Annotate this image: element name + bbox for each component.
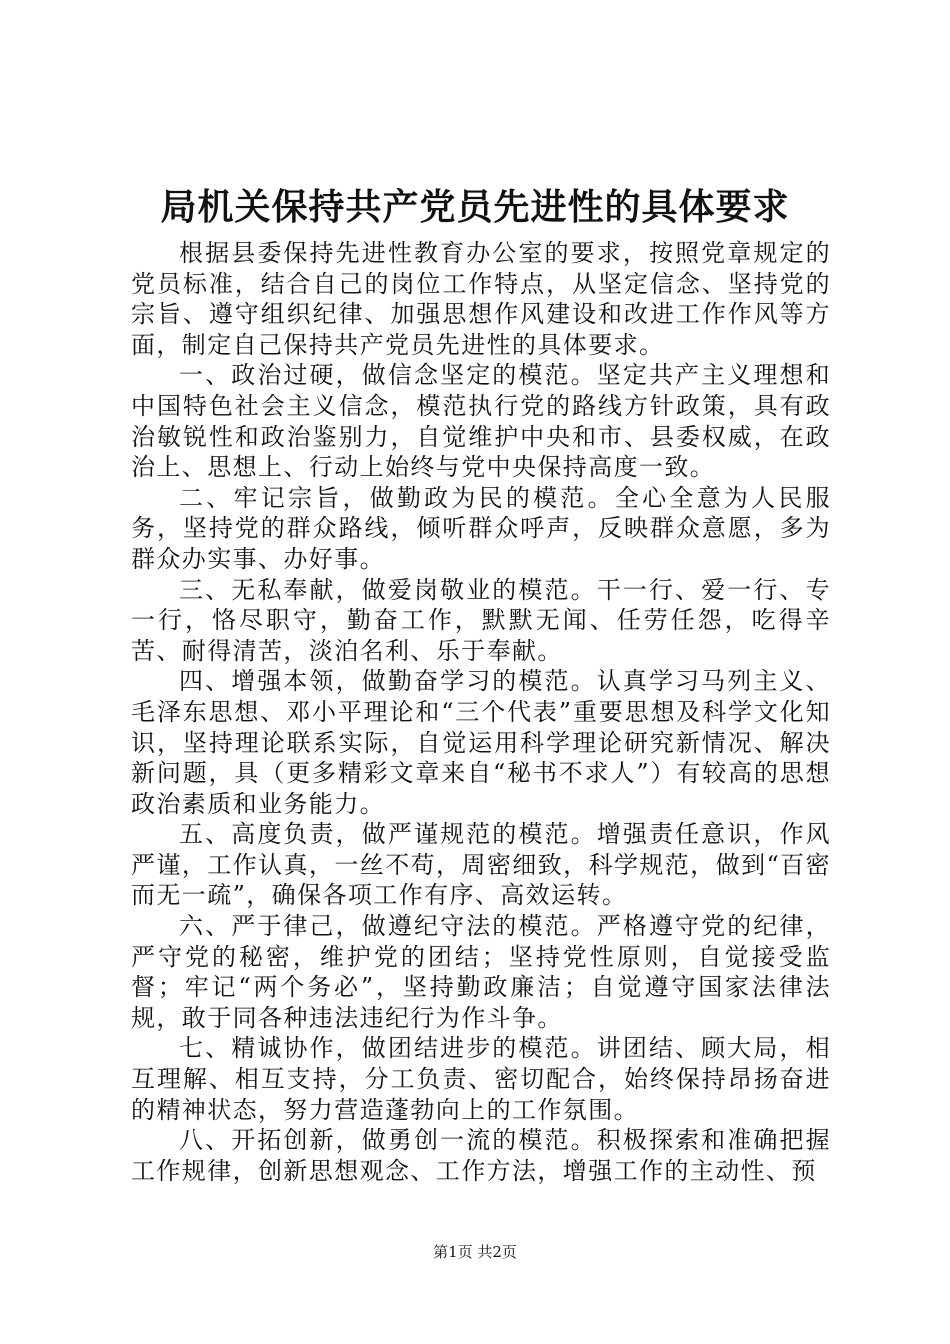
paragraph-item-8: 八、开拓创新，做勇创一流的模范。积极探索和准确把握工作规律，创新思想观念、工作方法，增强工作的主动性、预 [131,1126,831,1185]
paragraph-item-6: 六、严于律己，做遵纪守法的模范。严格遵守党的纪律，严守党的秘密，维护党的团结；坚持党性原则，自觉接受监督；牢记“两个务必”，坚持勤政廉洁；自觉遵守国家法律法规，敢于同各种违法违纪行为作斗争。 [131,912,831,1032]
document-body [131,238,831,1186]
paragraph-item-1: 一、政治过硬，做信念坚定的模范。坚定共产主义理想和中国特色社会主义信念，模范执行党的路线方针政策，具有政治敏锐性和政治鉴别力，自觉维护中央和市、县委权威，在政治上、思想上、行动上始终与党中央保持高度一致。 [131,361,831,482]
page-footer: 第1页 共2页 [433,1243,517,1261]
document-title: 局机关保持共产党员先进性的具体要求 [160,186,790,228]
paragraph-intro: 根据县委保持先进性教育办公室的要求，按照党章规定的党员标准，结合自己的岗位工作特点，从坚定信念、坚持党的宗旨、遵守组织纪律、加强思想作风建设和改进工作作风等方面，制定自己保持共产党员先进性的具体要求。 [131,239,831,359]
paragraph-item-3: 三、无私奉献，做爱岗敬业的模范。干一行、爱一行、专一行，恪尽职守，勤奋工作，默默无闻、任劳任怨，吃得辛苦、耐得清苦，淡泊名利、乐于奉献。 [131,575,831,665]
paragraph-item-5: 五、高度负责，做严谨规范的模范。增强责任意识，作风严谨，工作认真，一丝不苟，周密细致，科学规范，做到“百密而无一疏”，确保各项工作有序、高效运转。 [131,820,831,910]
paragraph-item-7: 七、精诚协作，做团结进步的模范。讲团结、顾大局，相互理解、相互支持，分工负责、密切配合，始终保持昂扬奋进的精神状态，努力营造蓬勃向上的工作氛围。 [131,1034,831,1124]
paragraph-item-4: 四、增强本领，做勤奋学习的模范。认真学习马列主义、毛泽东思想、邓小平理论和“三个代表”重要思想及科学文化知识，坚持理论联系实际，自觉运用科学理论研究新情况、解决新问题，具（更多精彩文章来自“秘书不求人”）有较高的思想政治素质和业务能力。 [131,667,831,818]
paragraph-item-2: 二、牢记宗旨，做勤政为民的模范。全心全意为人民服务，坚持党的群众路线，倾听群众呼声，反映群众意愿，多为群众办实事、办好事。 [131,483,831,573]
